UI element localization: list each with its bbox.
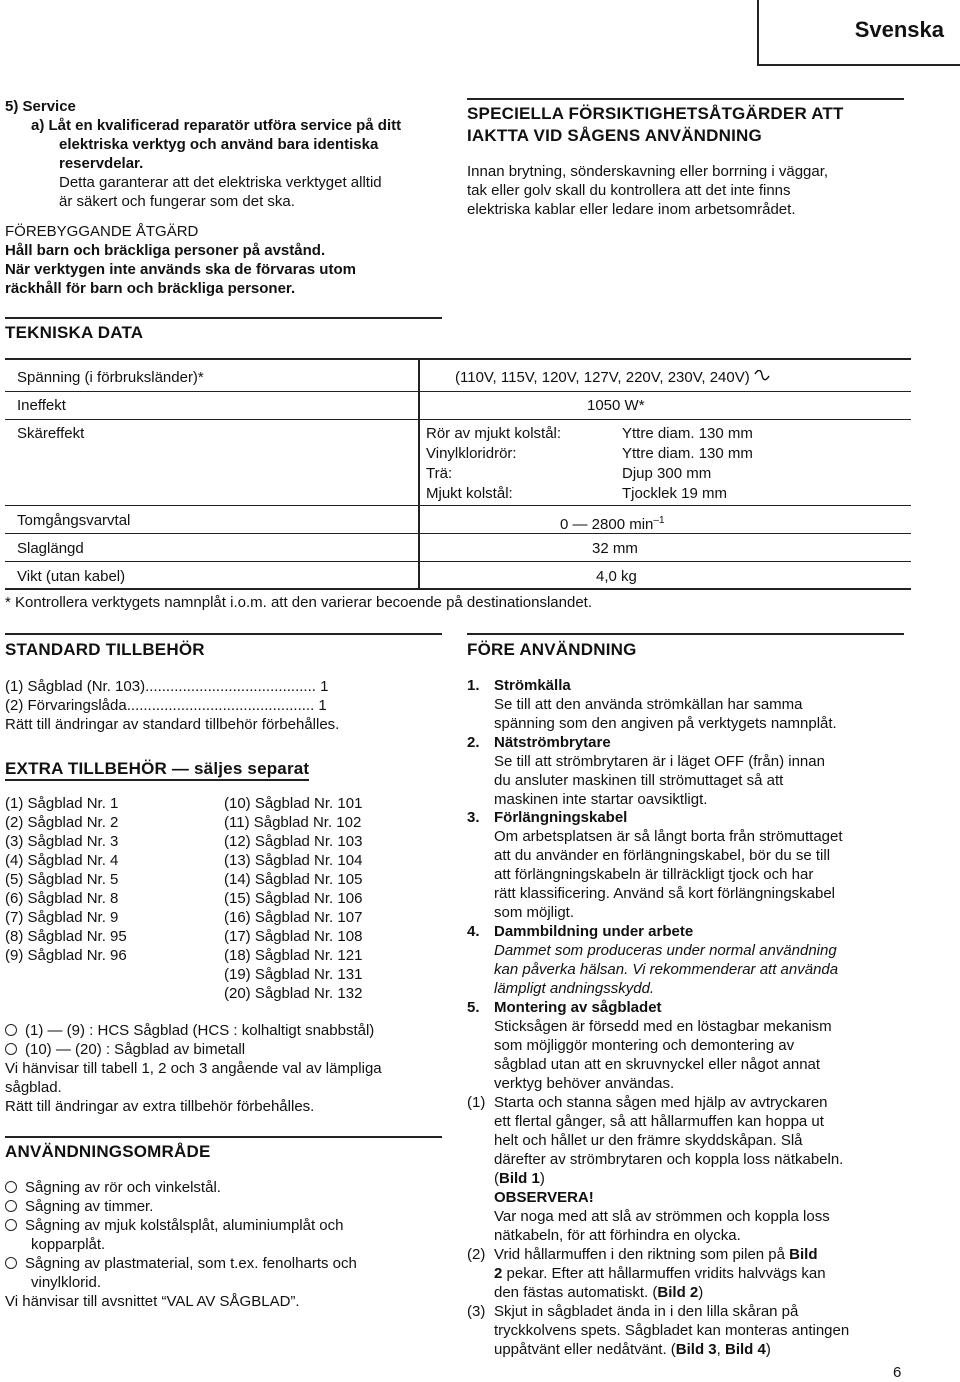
step-text: Se till att strömbrytaren är i läget OFF (från) innan bbox=[494, 753, 825, 770]
circle-bullet-icon bbox=[5, 1181, 17, 1193]
usage-item: Sågning av timmer. bbox=[5, 1197, 153, 1216]
substep-text: Vrid hållarmuffen i den riktning som pilen på Bild bbox=[494, 1246, 818, 1263]
step-text: du ansluter maskinen till strömuttaget så att bbox=[494, 772, 784, 789]
usage-item-cont: vinylklorid. bbox=[31, 1274, 102, 1291]
step-text: som möjligt. bbox=[494, 904, 575, 921]
cut-spec: Yttre diam. 130 mm bbox=[622, 425, 753, 442]
step-number: 1. bbox=[467, 677, 480, 694]
caution-text: nätkabeln, för att förhindra en olycka. bbox=[494, 1227, 741, 1244]
usage-title: ANVÄNDNINGSOMRÅDE bbox=[5, 1142, 211, 1161]
table-divider bbox=[418, 360, 420, 588]
extra-note: Vi hänvisar till tabell 1, 2 och 3 angående val av lämpliga bbox=[5, 1060, 382, 1077]
list-item: (7) Sågblad Nr. 9 bbox=[5, 909, 119, 926]
step-text: maskinen inte startar oavsiktligt. bbox=[494, 791, 708, 808]
list-item: (9) Sågblad Nr. 96 bbox=[5, 947, 127, 964]
step-title: Strömkälla bbox=[494, 677, 571, 694]
section-rule bbox=[467, 98, 904, 100]
step-text: att förlängningskabeln är tillräckligt tjock och har bbox=[494, 866, 814, 883]
list-item: (6) Sågblad Nr. 8 bbox=[5, 890, 119, 907]
list-item: (16) Sågblad Nr. 107 bbox=[224, 909, 363, 926]
substep-number: (1) bbox=[467, 1094, 486, 1111]
extra-note: (1) — (9) : HCS Sågblad (HCS : kolhaltigt snabbstål) bbox=[5, 1021, 374, 1040]
stroke-value: 32 mm bbox=[592, 540, 638, 557]
substep-text: Skjut in sågbladet ända in i den lilla skåran på bbox=[494, 1303, 799, 1320]
section-rule bbox=[467, 633, 904, 635]
step-title: Förlängningskabel bbox=[494, 809, 628, 826]
step-text: lämpligt andningsskydd. bbox=[494, 980, 655, 997]
circle-bullet-icon bbox=[5, 1024, 17, 1036]
list-item: (13) Sågblad Nr. 104 bbox=[224, 852, 363, 869]
circle-bullet-icon bbox=[5, 1200, 17, 1212]
cut-material: Vinylkloridrör: bbox=[426, 445, 517, 462]
cut-spec: Yttre diam. 130 mm bbox=[622, 445, 753, 462]
cut-label: Skäreffekt bbox=[17, 425, 85, 442]
extra-note: Rätt till ändringar av extra tillbehör förbehålles. bbox=[5, 1098, 315, 1115]
list-item: (15) Sågblad Nr. 106 bbox=[224, 890, 363, 907]
substep-text: därefter av strömbrytaren och koppla loss nätkabeln. bbox=[494, 1151, 844, 1168]
step-text: spänning som den angiven på verktygets namnplåt. bbox=[494, 715, 837, 732]
step-title: Dammbildning under arbete bbox=[494, 923, 694, 940]
section-rule bbox=[5, 1136, 442, 1138]
step-text: Dammet som produceras under normal användning bbox=[494, 942, 837, 959]
voltage-label: Spänning (i förbruksländer)* bbox=[17, 369, 204, 386]
step-text: Om arbetsplatsen är så långt borta från strömuttaget bbox=[494, 828, 843, 845]
circle-bullet-icon bbox=[5, 1257, 17, 1269]
list-item: (5) Sågblad Nr. 5 bbox=[5, 871, 119, 888]
table-divider bbox=[5, 533, 911, 534]
cut-spec: Djup 300 mm bbox=[622, 465, 712, 482]
service-item-a-line: elektriska verktyg och använd bara identiska bbox=[59, 136, 379, 153]
usage-item: Sågning av rör och vinkelstål. bbox=[5, 1178, 221, 1197]
prevent-title: FÖREBYGGANDE ÅTGÄRD bbox=[5, 223, 199, 240]
extra-col2 bbox=[224, 794, 362, 1003]
list-item: (3) Sågblad Nr. 3 bbox=[5, 833, 119, 850]
cut-spec: Tjocklek 19 mm bbox=[622, 485, 728, 502]
table-divider bbox=[5, 419, 911, 420]
circle-bullet-icon bbox=[5, 1219, 17, 1231]
before-title: FÖRE ANVÄNDNING bbox=[467, 640, 637, 659]
cut-material: Mjukt kolstål: bbox=[426, 485, 513, 502]
standard-line: (2) Förvaringslåda............................................. 1 bbox=[5, 697, 327, 714]
list-item: (4) Sågblad Nr. 4 bbox=[5, 852, 119, 869]
list-item: (12) Sågblad Nr. 103 bbox=[224, 833, 363, 850]
speed-value: 0 — 2800 $\min^{-1}$ bbox=[560, 515, 665, 533]
page-number: 6 bbox=[893, 1364, 902, 1381]
step-number: 3. bbox=[467, 809, 480, 826]
stroke-label: Slaglängd bbox=[17, 540, 84, 557]
service-title: 5) Service bbox=[5, 98, 76, 115]
table-divider bbox=[5, 505, 911, 506]
step-number: 5. bbox=[467, 999, 480, 1016]
prevent-line: räckhåll för barn och bräckliga personer. bbox=[5, 280, 296, 297]
step-text: rätt klassificering. Använd så kort förlängningskabel bbox=[494, 885, 836, 902]
usage-item: Sågning av mjuk kolstålsplåt, aluminiumplåt och bbox=[5, 1216, 344, 1235]
special-text: tak eller golv skall du kontrollera att det inte finns bbox=[467, 182, 791, 199]
special-text: Innan brytning, sönderskavning eller borrning i väggar, bbox=[467, 163, 829, 180]
list-item: (20) Sågblad Nr. 132 bbox=[224, 985, 363, 1002]
step-text: att du använder en förlängningskabel, bör du se till bbox=[494, 847, 831, 864]
substep-text: 2 pekar. Efter att hållarmuffen vridits halvvägs kan bbox=[494, 1265, 826, 1282]
language-tab bbox=[757, 0, 960, 66]
substep-text: uppåtvänt eller nedåtvänt. (Bild 3, Bild 4) bbox=[494, 1341, 771, 1358]
cut-material: Trä: bbox=[426, 465, 453, 482]
usage-item-cont: kopparplåt. bbox=[31, 1236, 106, 1253]
step-text: som möjliggör montering och demontering av bbox=[494, 1037, 795, 1054]
circle-bullet-icon bbox=[5, 1043, 17, 1055]
list-item: (17) Sågblad Nr. 108 bbox=[224, 928, 363, 945]
extra-note: (10) — (20) : Sågblad av bimetall bbox=[5, 1040, 245, 1059]
figure-ref: (Bild 1) bbox=[494, 1170, 545, 1187]
section-rule bbox=[5, 633, 442, 635]
language-label: Svenska bbox=[854, 17, 944, 42]
input-label: Ineffekt bbox=[17, 397, 66, 414]
ac-wave-icon bbox=[754, 370, 770, 384]
step-title: Montering av sågbladet bbox=[494, 999, 662, 1016]
table-divider bbox=[5, 561, 911, 562]
substep-text: Starta och stanna sågen med hjälp av avtryckaren bbox=[494, 1094, 828, 1111]
special-title: SPECIELLA FÖRSIKTIGHETSÅTGÄRDER ATT bbox=[467, 104, 844, 123]
standard-line: Rätt till ändringar av standard tillbehör förbehålles. bbox=[5, 716, 340, 733]
prevent-line: Håll barn och bräckliga personer på avstånd. bbox=[5, 242, 326, 259]
weight-label: Vikt (utan kabel) bbox=[17, 568, 126, 585]
speed-label: Tomgångsvarvtal bbox=[17, 512, 131, 529]
prevent-line: När verktygen inte används ska de förvaras utom bbox=[5, 261, 356, 278]
list-item: (18) Sågblad Nr. 121 bbox=[224, 947, 363, 964]
special-title: IAKTTA VID SÅGENS ANVÄNDNING bbox=[467, 126, 762, 145]
extra-col1 bbox=[5, 794, 127, 965]
tech-table bbox=[5, 358, 911, 590]
usage-ref: Vi hänvisar till avsnittet “VAL AV SÅGBLAD”. bbox=[5, 1293, 300, 1310]
step-number: 4. bbox=[467, 923, 480, 940]
list-item: (11) Sågblad Nr. 102 bbox=[224, 814, 362, 831]
cut-material: Rör av mjukt kolstål: bbox=[426, 425, 562, 442]
input-value: 1050 W* bbox=[587, 397, 645, 414]
list-item: (19) Sågblad Nr. 131 bbox=[224, 966, 363, 983]
step-title: Nätströmbrytare bbox=[494, 734, 611, 751]
voltage-value: (110V, 115V, 120V, 127V, 220V, 230V, 240V) bbox=[455, 368, 770, 387]
step-text: sågblad utan att en skruvnyckel eller något annat bbox=[494, 1056, 821, 1073]
substep-text: ett flertal gånger, så att hållarmuffen kan hoppa ut bbox=[494, 1113, 824, 1130]
tech-title: TEKNISKA DATA bbox=[5, 323, 144, 342]
list-item: (2) Sågblad Nr. 2 bbox=[5, 814, 119, 831]
standard-line: (1) Sågblad (Nr. 103)......................................... 1 bbox=[5, 678, 329, 695]
substep-text: den fästas automatiskt. (Bild 2) bbox=[494, 1284, 704, 1301]
service-item-a-line: är säkert och fungerar som det ska. bbox=[59, 193, 295, 210]
step-number: 2. bbox=[467, 734, 480, 751]
service-item-a-line: Detta garanterar att det elektriska verktyget alltid bbox=[59, 174, 382, 191]
table-divider bbox=[5, 391, 911, 392]
step-text: kan påverka hälsan. Vi rekommenderar att använda bbox=[494, 961, 839, 978]
list-item: (14) Sågblad Nr. 105 bbox=[224, 871, 363, 888]
substep-number: (2) bbox=[467, 1246, 486, 1263]
section-rule bbox=[5, 317, 442, 319]
weight-value: 4,0 kg bbox=[596, 568, 637, 585]
list-item: (10) Sågblad Nr. 101 bbox=[224, 795, 363, 812]
step-text: Sticksågen är försedd med en löstagbar mekanism bbox=[494, 1018, 832, 1035]
list-item: (1) Sågblad Nr. 1 bbox=[5, 795, 119, 812]
substep-text: tryckkolvens spets. Sågbladet kan monteras antingen bbox=[494, 1322, 850, 1339]
step-text: verktyg behöver användas. bbox=[494, 1075, 675, 1092]
caution-label: OBSERVERA! bbox=[494, 1189, 594, 1206]
special-text: elektriska kablar eller ledare inom arbetsområdet. bbox=[467, 201, 796, 218]
standard-title: STANDARD TILLBEHÖR bbox=[5, 640, 205, 659]
usage-item: Sågning av plastmaterial, som t.ex. fenolharts och bbox=[5, 1254, 357, 1273]
substep-number: (3) bbox=[467, 1303, 486, 1320]
service-item-a-line: reservdelar. bbox=[59, 155, 144, 172]
step-text: Se till att den använda strömkällan har samma bbox=[494, 696, 803, 713]
service-item-a-line: a) Låt en kvalificerad reparatör utföra service på ditt bbox=[31, 117, 402, 134]
caution-text: Var noga med att slå av strömmen och koppla loss bbox=[494, 1208, 830, 1225]
list-item: (8) Sågblad Nr. 95 bbox=[5, 928, 127, 945]
tech-footnote: * Kontrollera verktygets namnplåt i.o.m. att den varierar becoende på destinationslandet. bbox=[5, 594, 593, 611]
extra-title: EXTRA TILLBEHÖR — säljes separat bbox=[5, 759, 309, 778]
substep-text: helt och hållet ur den främre skyddskåpan. Slå bbox=[494, 1132, 803, 1149]
extra-note: sågblad. bbox=[5, 1079, 62, 1096]
